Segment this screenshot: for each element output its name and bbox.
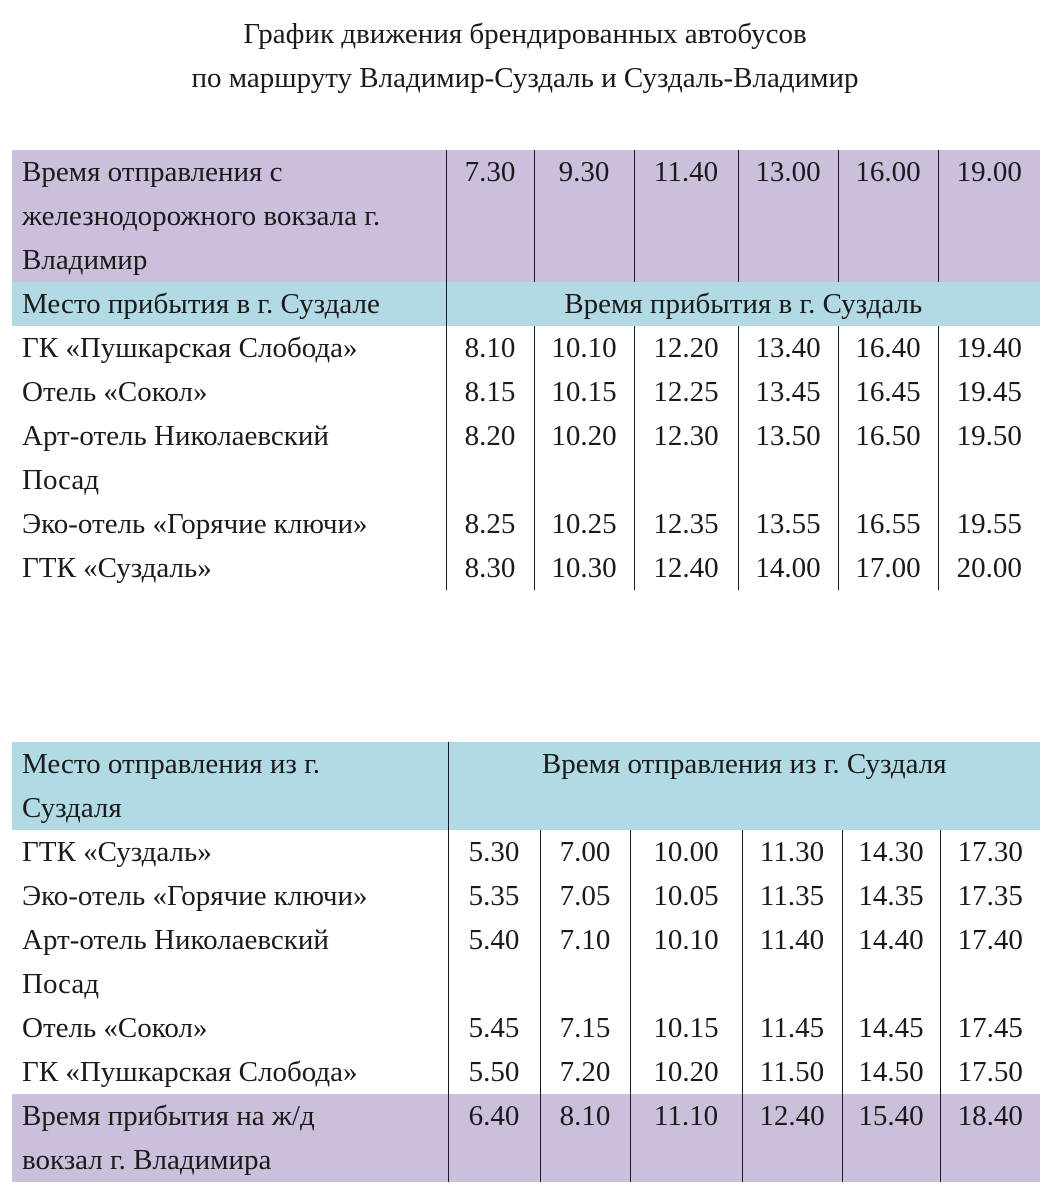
suzdal-vladimir-table bbox=[12, 742, 1040, 1182]
departure-place-label: Место отправления из г. Суздаля bbox=[12, 742, 448, 830]
time-cell: 17.40 bbox=[940, 918, 1040, 1006]
departure-subheader-row bbox=[12, 742, 1040, 830]
time-cell: 7.05 bbox=[540, 874, 630, 918]
stop-name: ГК «Пушкарская Слобода» bbox=[22, 1056, 358, 1088]
time-cell: 10.10 bbox=[534, 326, 634, 370]
time-cell: 10.25 bbox=[534, 502, 634, 546]
departure-time: 7.30 bbox=[446, 150, 534, 282]
time-cell: 12.40 bbox=[634, 546, 738, 590]
vladimir-suzdal-table bbox=[12, 150, 1040, 590]
arrival-time: 12.40 bbox=[742, 1094, 842, 1182]
arrival-footer-row bbox=[12, 1094, 1040, 1182]
time-cell: 17.50 bbox=[940, 1050, 1040, 1094]
departure-time: 16.00 bbox=[838, 150, 938, 282]
arrival-footer-label: Время прибытия на ж/д вокзал г. Владимира bbox=[12, 1094, 448, 1182]
arrival-subheader-row bbox=[12, 282, 1040, 326]
time-cell: 11.40 bbox=[742, 918, 842, 1006]
stop-name: Арт-отель Николаевский Посад bbox=[22, 420, 329, 496]
time-cell: 17.45 bbox=[940, 1006, 1040, 1050]
time-cell: 5.40 bbox=[448, 918, 540, 1006]
time-cell: 20.00 bbox=[938, 546, 1040, 590]
time-cell: 12.30 bbox=[634, 414, 738, 502]
stop-name: ГТК «Суздаль» bbox=[22, 552, 212, 584]
stop-name: Арт-отель Николаевский Посад bbox=[22, 924, 329, 1000]
time-cell: 5.50 bbox=[448, 1050, 540, 1094]
time-cell: 14.50 bbox=[842, 1050, 940, 1094]
time-cell: 10.30 bbox=[534, 546, 634, 590]
time-cell: 11.35 bbox=[742, 874, 842, 918]
arrival-time: 6.40 bbox=[448, 1094, 540, 1182]
time-cell: 7.10 bbox=[540, 918, 630, 1006]
time-cell: 14.35 bbox=[842, 874, 940, 918]
time-cell: 5.30 bbox=[448, 830, 540, 874]
time-cell: 19.45 bbox=[938, 370, 1040, 414]
time-cell: 16.45 bbox=[838, 370, 938, 414]
departure-header-label: Время отправления с железнодорожного вокзала г. Владимир bbox=[12, 150, 446, 282]
time-cell: 10.05 bbox=[630, 874, 742, 918]
time-cell: 7.00 bbox=[540, 830, 630, 874]
table-row bbox=[12, 502, 1040, 546]
stop-name: ГТК «Суздаль» bbox=[22, 836, 212, 868]
table-row bbox=[12, 370, 1040, 414]
stop-name: ГК «Пушкарская Слобода» bbox=[22, 332, 358, 364]
table-row bbox=[12, 414, 1040, 502]
stop-name: Отель «Сокол» bbox=[22, 1012, 208, 1044]
stop-name: Эко-отель «Горячие ключи» bbox=[22, 880, 368, 912]
time-cell: 10.20 bbox=[630, 1050, 742, 1094]
stop-name: Отель «Сокол» bbox=[22, 376, 208, 408]
time-cell: 13.55 bbox=[738, 502, 838, 546]
arrival-time: 11.10 bbox=[630, 1094, 742, 1182]
time-cell: 8.25 bbox=[446, 502, 534, 546]
time-cell: 12.25 bbox=[634, 370, 738, 414]
departure-time: 11.40 bbox=[634, 150, 738, 282]
time-cell: 7.15 bbox=[540, 1006, 630, 1050]
time-cell: 16.40 bbox=[838, 326, 938, 370]
time-cell: 10.00 bbox=[630, 830, 742, 874]
time-cell: 10.15 bbox=[630, 1006, 742, 1050]
title-line-1: График движения брендированных автобусов bbox=[243, 18, 807, 50]
time-cell: 14.45 bbox=[842, 1006, 940, 1050]
title-line-2: по маршруту Владимир-Суздаль и Суздаль-Владимир bbox=[191, 62, 859, 94]
departure-time-heading: Время отправления из г. Суздаля bbox=[448, 742, 1040, 830]
time-cell: 11.45 bbox=[742, 1006, 842, 1050]
time-cell: 10.20 bbox=[534, 414, 634, 502]
table-row bbox=[12, 326, 1040, 370]
time-cell: 19.50 bbox=[938, 414, 1040, 502]
time-cell: 12.20 bbox=[634, 326, 738, 370]
arrival-time: 15.40 bbox=[842, 1094, 940, 1182]
time-cell: 8.20 bbox=[446, 414, 534, 502]
schedule-title bbox=[0, 12, 1050, 100]
table-row bbox=[12, 1050, 1040, 1094]
stop-name: Эко-отель «Горячие ключи» bbox=[22, 508, 368, 540]
time-cell: 16.50 bbox=[838, 414, 938, 502]
time-cell: 8.15 bbox=[446, 370, 534, 414]
table-row bbox=[12, 1006, 1040, 1050]
time-cell: 7.20 bbox=[540, 1050, 630, 1094]
time-cell: 14.30 bbox=[842, 830, 940, 874]
time-cell: 5.45 bbox=[448, 1006, 540, 1050]
table-row bbox=[12, 546, 1040, 590]
time-cell: 19.40 bbox=[938, 326, 1040, 370]
time-cell: 10.10 bbox=[630, 918, 742, 1006]
time-cell: 12.35 bbox=[634, 502, 738, 546]
time-cell: 11.50 bbox=[742, 1050, 842, 1094]
time-cell: 17.30 bbox=[940, 830, 1040, 874]
time-cell: 17.35 bbox=[940, 874, 1040, 918]
arrival-place-label: Место прибытия в г. Суздале bbox=[12, 282, 446, 326]
departure-time: 13.00 bbox=[738, 150, 838, 282]
time-cell: 8.30 bbox=[446, 546, 534, 590]
time-cell: 11.30 bbox=[742, 830, 842, 874]
table-row bbox=[12, 830, 1040, 874]
time-cell: 19.55 bbox=[938, 502, 1040, 546]
time-cell: 13.45 bbox=[738, 370, 838, 414]
time-cell: 13.40 bbox=[738, 326, 838, 370]
time-cell: 13.50 bbox=[738, 414, 838, 502]
departure-header-row bbox=[12, 150, 1040, 282]
departure-time: 9.30 bbox=[534, 150, 634, 282]
time-cell: 14.00 bbox=[738, 546, 838, 590]
table-row bbox=[12, 874, 1040, 918]
time-cell: 16.55 bbox=[838, 502, 938, 546]
table-row bbox=[12, 918, 1040, 1006]
time-cell: 5.35 bbox=[448, 874, 540, 918]
time-cell: 10.15 bbox=[534, 370, 634, 414]
time-cell: 8.10 bbox=[446, 326, 534, 370]
arrival-time-heading: Время прибытия в г. Суздаль bbox=[446, 282, 1040, 326]
arrival-time: 18.40 bbox=[940, 1094, 1040, 1182]
arrival-time: 8.10 bbox=[540, 1094, 630, 1182]
time-cell: 17.00 bbox=[838, 546, 938, 590]
departure-time: 19.00 bbox=[938, 150, 1040, 282]
time-cell: 14.40 bbox=[842, 918, 940, 1006]
